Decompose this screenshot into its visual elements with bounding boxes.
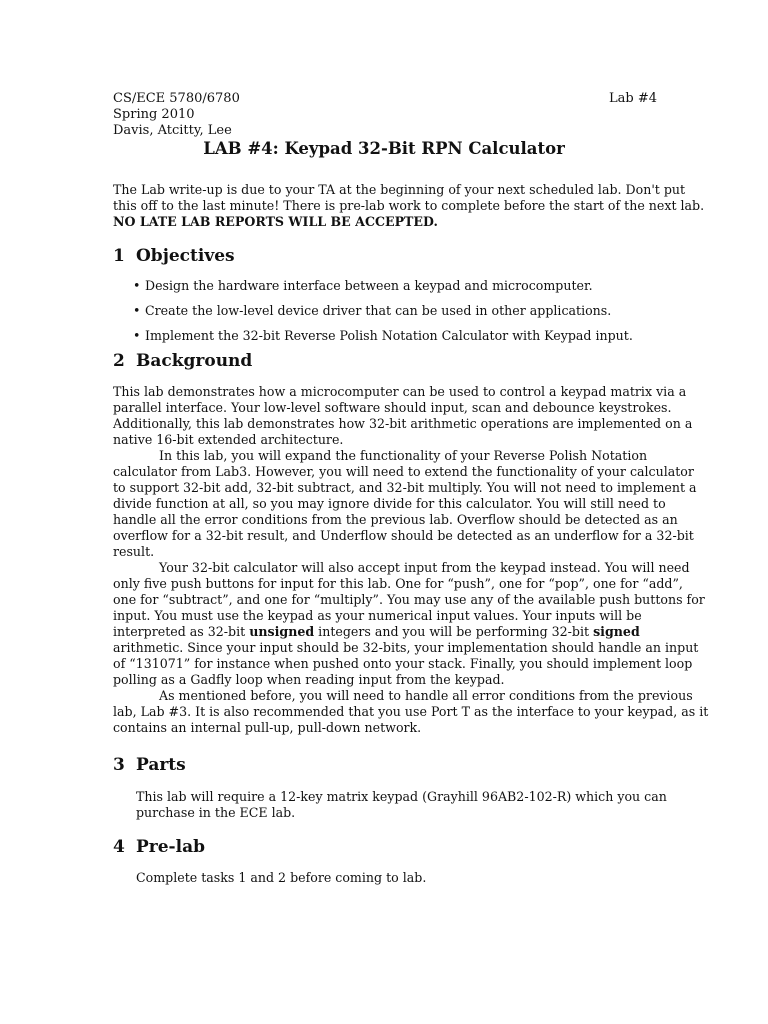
body-line xyxy=(113,624,658,640)
body-line: As mentioned before, you will need to handle all error conditions from the previous xyxy=(159,688,693,703)
parts-body xyxy=(136,789,681,821)
body-line: lab, Lab #3. It is also recommended that you use Port T as the interface to your keypad, as it xyxy=(113,704,709,719)
bullet-item xyxy=(133,278,593,294)
body-line: purchase in the ECE lab. xyxy=(136,805,296,820)
bullet-text: Design the hardware interface between a keypad and microcomputer. xyxy=(145,278,593,293)
body-line: Additionally, this lab demonstrates how 32-bit arithmetic operations are implemented on a xyxy=(113,416,693,431)
bullet-icon: • xyxy=(133,328,141,343)
course-code: CS/ECE 5780/6780 xyxy=(113,91,240,106)
section-heading-parts xyxy=(113,757,186,773)
body-line: Complete tasks 1 and 2 before coming to lab. xyxy=(136,870,427,885)
body-line: calculator from Lab3. However, you will need to extend the functionality of your calculator xyxy=(113,464,694,479)
section-number: 4 xyxy=(113,837,125,857)
section-title: Pre-lab xyxy=(136,837,205,857)
bullet-item xyxy=(133,328,633,344)
late-notice: NO LATE LAB REPORTS WILL BE ACCEPTED. xyxy=(113,214,438,229)
document-title: LAB #4: Keypad 32-Bit RPN Calculator xyxy=(203,139,565,158)
body-line: parallel interface. Your low-level software should input, scan and debounce keystrokes. xyxy=(113,400,672,415)
term: Spring 2010 xyxy=(113,107,195,122)
body-text: integers and you will be performing 32-bit xyxy=(314,624,594,639)
body-line: to support 32-bit add, 32-bit subtract, and 32-bit multiply. You will not need to implement a xyxy=(113,480,697,495)
section-number: 2 xyxy=(113,351,125,371)
bullet-text: Create the low-level device driver that can be used in other applications. xyxy=(145,303,612,318)
bullet-icon: • xyxy=(133,278,141,293)
body-line: arithmetic. Since your input should be 32-bits, your implementation should handle an input xyxy=(113,640,699,655)
section-number: 3 xyxy=(113,755,125,775)
section-heading-background xyxy=(113,353,252,369)
body-line: input. You must use the keypad as your numerical input values. Your inputs will be xyxy=(113,608,642,623)
body-text: interpreted as 32-bit xyxy=(113,624,250,639)
section-number: 1 xyxy=(113,246,125,266)
body-line: of “131071” for instance when pushed onto your stack. Finally, you should implement loop xyxy=(113,656,693,671)
section-title: Objectives xyxy=(136,246,235,266)
section-heading-prelab xyxy=(113,839,205,855)
body-line: only five push buttons for input for this lab. One for “push”, one for “pop”, one for “add”, xyxy=(113,576,683,591)
section-title: Background xyxy=(136,351,253,371)
emphasis-signed: signed xyxy=(593,624,640,639)
body-line: In this lab, you will expand the functionality of your Reverse Polish Notation xyxy=(159,448,648,463)
body-line: polling as a Gadfly loop when reading input from the keypad. xyxy=(113,672,505,687)
background-body xyxy=(113,384,709,736)
bullet-text: Implement the 32-bit Reverse Polish Notation Calculator with Keypad input. xyxy=(145,328,633,343)
lab-number: Lab #4 xyxy=(609,91,658,106)
body-line: result. xyxy=(113,544,155,559)
bullet-icon: • xyxy=(133,303,141,318)
body-line: This lab demonstrates how a microcomputer can be used to control a keypad matrix via a xyxy=(113,384,687,399)
body-line: overflow for a 32-bit result, and Underflow should be detected as an underflow for a 32-bit xyxy=(113,528,694,543)
section-title: Parts xyxy=(136,755,186,775)
bullet-item xyxy=(133,303,611,319)
intro-line: The Lab write-up is due to your TA at the beginning of your next scheduled lab. Don't put xyxy=(113,182,686,197)
emphasis-unsigned: unsigned xyxy=(249,624,315,639)
body-line: This lab will require a 12-key matrix keypad (Grayhill 96AB2-102-R) which you can xyxy=(136,789,667,804)
prelab-body xyxy=(136,870,681,886)
body-line: contains an internal pull-up, pull-down network. xyxy=(113,720,422,735)
body-line: native 16-bit extended architecture. xyxy=(113,432,344,447)
intro-paragraph xyxy=(113,182,705,230)
instructors: Davis, Atcitty, Lee xyxy=(113,123,232,138)
body-line: Your 32-bit calculator will also accept input from the keypad instead. You will need xyxy=(159,560,690,575)
body-line: handle all the error conditions from the previous lab. Overflow should be detected as an xyxy=(113,512,678,527)
body-line: divide function at all, so you may ignore divide for this calculator. You will still need to xyxy=(113,496,666,511)
body-line: one for “subtract”, and one for “multiply”. You may use any of the available push buttons for xyxy=(113,592,705,607)
intro-line: this off to the last minute! There is pre-lab work to complete before the start of the next lab. xyxy=(113,198,705,213)
section-heading-objectives xyxy=(113,248,235,264)
